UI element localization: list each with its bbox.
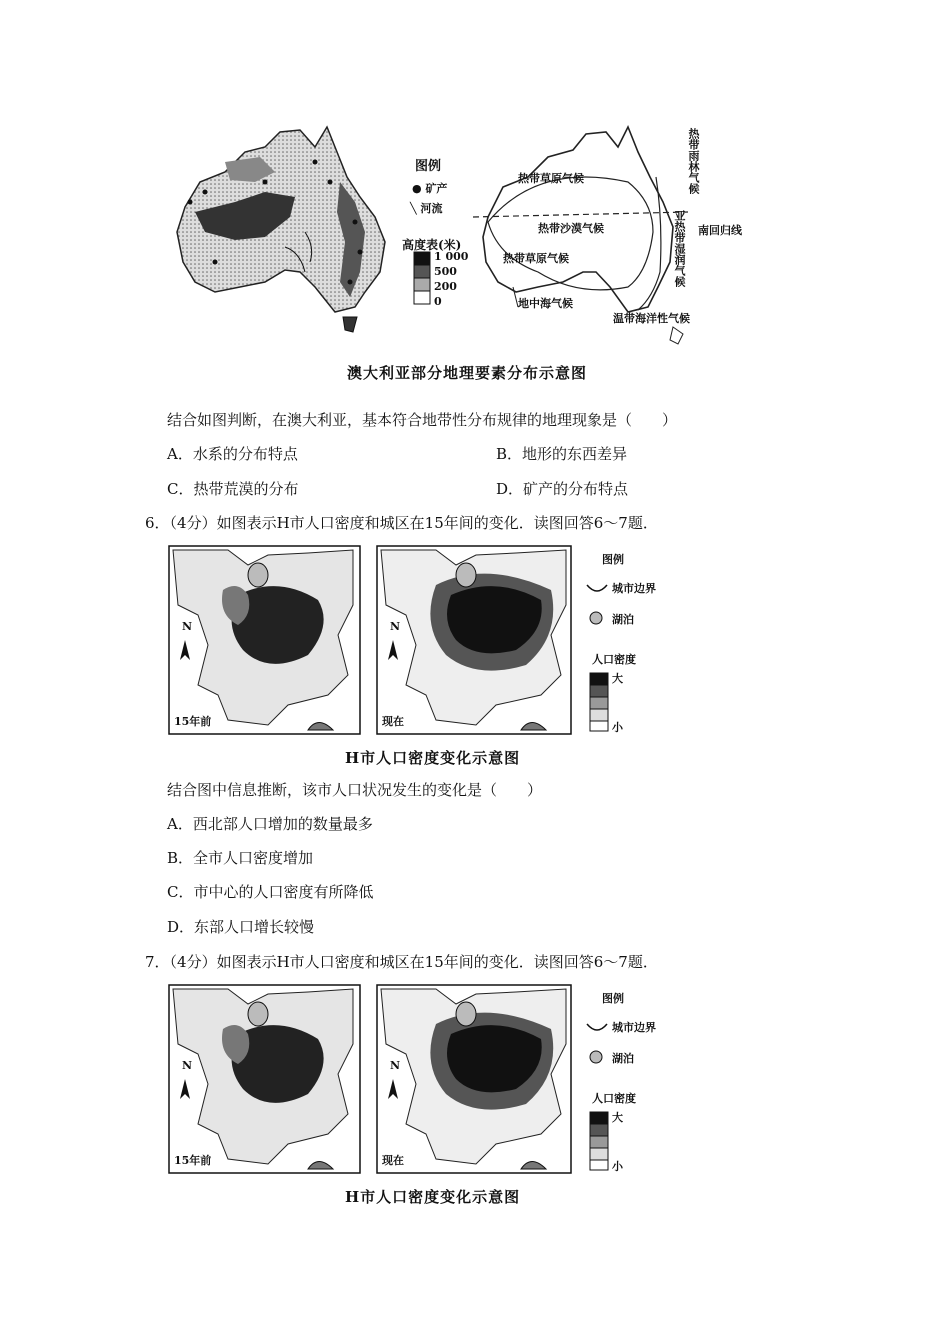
- climate-tropical-rainforest: 热带雨林气候: [687, 128, 700, 194]
- climate-tropical-desert: 热带沙漠气候: [538, 222, 604, 235]
- fig1-legend-height-title: 高度表(米): [402, 238, 462, 252]
- climate-mediterranean: 地中海气候: [518, 297, 573, 310]
- q5-option-a-text: 水系的分布特点: [192, 445, 298, 463]
- climate-tropical-grassland-south: 热带草原气候: [503, 252, 569, 265]
- q5-option-b[interactable]: [496, 444, 627, 464]
- q6-option-a[interactable]: [167, 814, 373, 834]
- q6-number: 6．: [145, 514, 170, 532]
- q6-option-d-letter: D．: [167, 918, 195, 936]
- h-city-figure-2: [168, 984, 688, 1214]
- q6-option-d-text: 东部人口增长较慢: [194, 918, 315, 936]
- q5-option-d-text: 矿产的分布特点: [523, 480, 629, 498]
- q6-option-a-letter: A．: [167, 815, 193, 833]
- h-legend-2: [582, 984, 682, 1174]
- h-legend-boundary-2: 城市边界: [612, 1021, 656, 1034]
- h-legend-title-1: 图例: [602, 553, 624, 566]
- q6-option-c[interactable]: [167, 882, 374, 902]
- h-legend-density-title-2: 人口密度: [592, 1092, 636, 1105]
- q6-option-d[interactable]: [167, 917, 314, 937]
- tropic-of-capricorn-label: 南回归线: [698, 224, 742, 237]
- height-level-0: 1 000: [434, 250, 469, 263]
- q7-intro: [145, 952, 658, 972]
- climate-temperate-oceanic: 温带海洋性气候: [613, 312, 690, 325]
- map-15-years-ago-1: [168, 545, 361, 735]
- h-legend-lake-1: 湖泊: [612, 613, 634, 626]
- fig1-legend-river: ╲ 河流: [410, 202, 443, 215]
- climate-tropical-grassland-north: 热带草原气候: [518, 172, 584, 185]
- fig1-legend-title: 图例: [415, 159, 442, 174]
- q6-option-b[interactable]: [167, 848, 313, 868]
- map-now-1: [376, 545, 572, 735]
- height-level-2: 200: [434, 280, 457, 293]
- map-now-2: [376, 984, 572, 1174]
- q5-option-d-letter: D．: [496, 480, 524, 498]
- q5-stem: 结合如图判断，在澳大利亚，基本符合地带性分布规律的地理现象是（ ）: [167, 411, 678, 429]
- height-legend-swatches: [414, 252, 430, 306]
- q6-intro-text: （4分）如图表示H市人口密度和城区在15年间的变化．读图回答6～7题．: [169, 514, 658, 532]
- north-arrow-label-2a: N: [182, 1059, 193, 1072]
- figureH-caption-2: H市人口密度变化示意图: [345, 1188, 521, 1206]
- h-legend-title-2: 图例: [602, 992, 624, 1005]
- h-city-figure-1: [168, 545, 688, 775]
- climate-subtropical-humid: 亚热带湿润气候: [673, 210, 686, 287]
- h-legend-low-2: 小: [612, 1160, 623, 1173]
- height-level-3: 0: [434, 295, 442, 308]
- h-legend-high-1: 大: [612, 672, 623, 685]
- q5-option-b-text: 地形的东西差异: [522, 445, 628, 463]
- h-legend-boundary-1: 城市边界: [612, 582, 656, 595]
- q6-option-b-letter: B．: [167, 849, 194, 867]
- panel-before-label-1: 15年前: [174, 715, 212, 728]
- q6-intro: [145, 513, 658, 533]
- q5-option-c-text: 热带荒漠的分布: [193, 480, 299, 498]
- fig1-legend-mineral: ● 矿产: [412, 182, 448, 195]
- q6-option-b-text: 全市人口密度增加: [193, 849, 314, 867]
- q7-intro-text: （4分）如图表示H市人口密度和城区在15年间的变化．读图回答6～7题．: [169, 953, 658, 971]
- q6-option-c-text: 市中心的人口密度有所降低: [193, 883, 374, 901]
- q5-option-b-letter: B．: [496, 445, 523, 463]
- q5-option-c-letter: C．: [167, 480, 194, 498]
- h-legend-high-2: 大: [612, 1111, 623, 1124]
- q6-option-a-text: 西北部人口增加的数量最多: [192, 815, 373, 833]
- panel-now-label-1: 现在: [382, 715, 404, 728]
- north-arrow-label-1a: N: [182, 620, 193, 633]
- h-legend-1: [582, 545, 682, 735]
- map-15-years-ago-2: [168, 984, 361, 1174]
- q5-option-d[interactable]: [496, 479, 628, 499]
- h-legend-density-title-1: 人口密度: [592, 653, 636, 666]
- q5-option-a[interactable]: [167, 444, 298, 464]
- figure1-caption: 澳大利亚部分地理要素分布示意图: [347, 364, 588, 382]
- panel-before-label-2: 15年前: [174, 1154, 212, 1167]
- q5-option-a-letter: A．: [167, 445, 193, 463]
- fig1-legend-river-label: 河流: [420, 202, 443, 215]
- panel-now-label-2: 现在: [382, 1154, 404, 1167]
- height-level-1: 500: [434, 265, 457, 278]
- australia-relief-map: [165, 122, 425, 342]
- q6-stem: 结合图中信息推断，该市人口状况发生的变化是（ ）: [167, 781, 543, 799]
- q5-option-c[interactable]: [167, 479, 299, 499]
- north-arrow-label-2b: N: [390, 1059, 401, 1072]
- north-arrow-label-1b: N: [390, 620, 401, 633]
- figureH-caption-1: H市人口密度变化示意图: [345, 749, 521, 767]
- q6-option-c-letter: C．: [167, 883, 194, 901]
- h-legend-lake-2: 湖泊: [612, 1052, 634, 1065]
- h-legend-low-1: 小: [612, 721, 623, 734]
- q7-number: 7．: [145, 953, 170, 971]
- fig1-legend-mineral-label: 矿产: [425, 182, 448, 195]
